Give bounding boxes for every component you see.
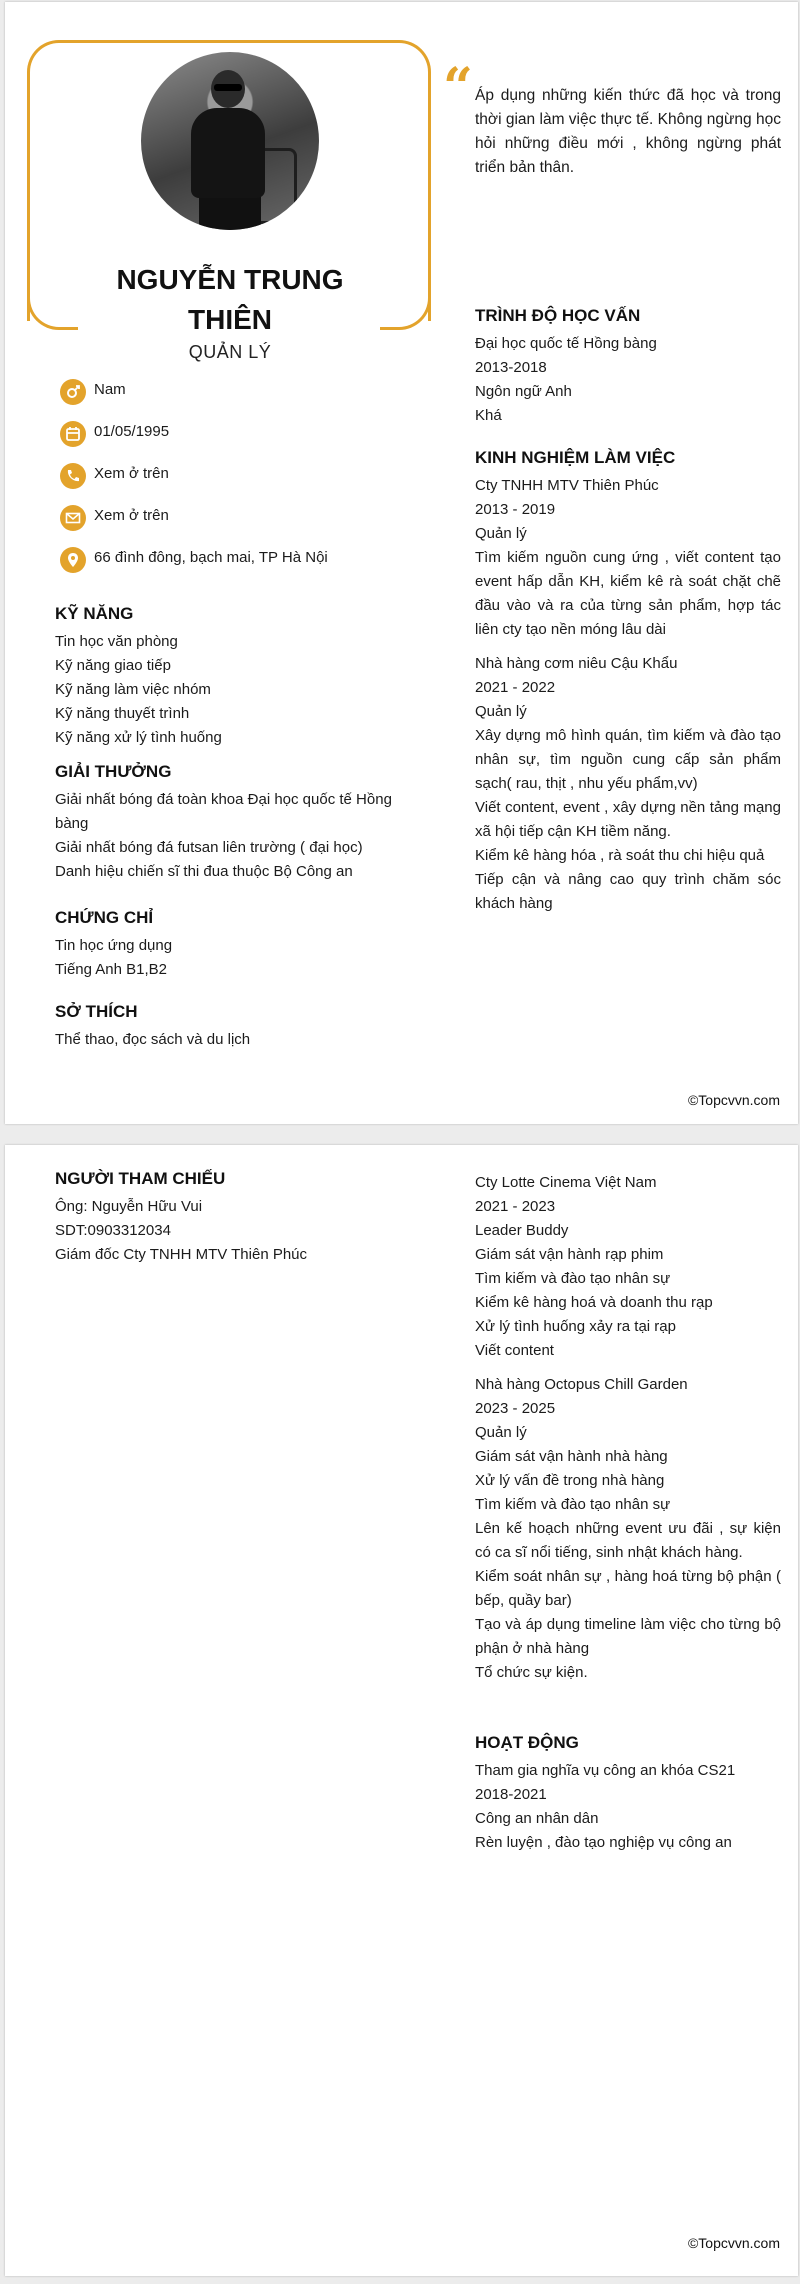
job-position: Leader Buddy — [475, 1222, 569, 1239]
certificates-title: CHỨNG CHỈ — [55, 908, 154, 927]
job-detail: Giám sát vận hành rạp phim — [475, 1246, 664, 1263]
location-icon — [60, 547, 86, 573]
job-detail: Tổ chức sự kiện. — [475, 1664, 588, 1681]
job-detail: Xử lý vấn đề trong nhà hàng — [475, 1472, 665, 1489]
list-item: Ông: Nguyễn Hữu Vui — [55, 1198, 203, 1215]
job-period: 2013 - 2019 — [475, 501, 556, 518]
career-objective: Áp dụng những kiến thức đã học và trong thời gian làm việc thực tế. Không ngừng học hỏi những điều mới , không ngừng phát triển bản thân. — [475, 87, 781, 176]
list-item: 2018-2021 — [475, 1786, 547, 1803]
skills-list — [55, 630, 222, 750]
job-detail: Tìm kiếm nguồn cung ứng , viết content tạo event hấp dẫn KH, kiểm kê rà soát chặt chẽ đầu vào và ra của từng sản phẩm, hợp tác liên cty tạo nền móng lâu dài — [475, 549, 781, 638]
gender-icon — [60, 379, 86, 405]
job-company: Nhà hàng cơm niêu Cậu Khẩu — [475, 655, 678, 672]
candidate-role: QUẢN LÝ — [188, 342, 272, 362]
footer-watermark: ©Topcvvn.com — [687, 2235, 780, 2251]
certificates-list — [55, 934, 172, 982]
job-position: Quản lý — [475, 525, 527, 542]
job-period: 2023 - 2025 — [475, 1400, 556, 1417]
list-item: Kỹ năng làm việc nhóm — [55, 681, 211, 698]
list-item: Giải nhất bóng đá toàn khoa Đại học quốc tế Hồng — [55, 791, 392, 808]
list-item: Rèn luyện , đào tạo nghiệp vụ công an — [475, 1834, 732, 1851]
list-item: Kỹ năng thuyết trình — [55, 705, 190, 722]
list-item: Tin học văn phòng — [55, 633, 178, 650]
footer-watermark: ©Topcvvn.com — [687, 1092, 780, 1108]
awards-title: GIẢI THƯỞNG — [55, 762, 172, 781]
list-item: Danh hiệu chiến sĩ thi đua thuộc Bộ Công an — [55, 863, 353, 880]
avatar — [141, 52, 319, 230]
job-detail: Xử lý tình huống xảy ra tại rạp — [475, 1318, 676, 1335]
list-item: Công an nhân dân — [475, 1810, 599, 1827]
skills-title: KỸ NĂNG — [55, 604, 134, 623]
contact-gender: Nam — [60, 376, 126, 402]
experience-list — [475, 474, 781, 916]
job-detail: Tiếp cận và nâng cao quy trình chăm sóc khách hàng — [475, 871, 781, 912]
education-list: Đại học quốc tế Hồng bàng 2013-2018 Ngôn ngữ Anh Khá — [475, 335, 657, 424]
education-title: TRÌNH ĐỘ HỌC VẤN — [475, 306, 641, 325]
experience-title: KINH NGHIỆM LÀM VIỆC — [475, 448, 676, 467]
job-detail: Xây dựng mô hình quán, tìm kiếm và đào tạo nhân sự, tìm nguồn cung cấp sản phẩm sạch( rau, thịt , nhu yếu phẩm,vv) — [475, 727, 781, 792]
job-detail: Tìm kiếm và đào tạo nhân sự — [475, 1270, 671, 1287]
experience-list-continued — [475, 1171, 781, 1685]
job-company: Nhà hàng Octopus Chill Garden — [475, 1376, 688, 1393]
list-item: Kỹ năng giao tiếp — [55, 657, 171, 674]
activities-list — [475, 1759, 735, 1855]
list-item: Giải nhất bóng đá futsan liên trường ( đại học) — [55, 839, 363, 856]
job-detail: Viết content, event , xây dựng nền tảng mạng xã hội tiếp cận KH tiềm năng. — [475, 799, 781, 840]
job-position: Quản lý — [475, 1424, 527, 1441]
contact-birthday: 01/05/1995 — [60, 418, 169, 444]
awards-list — [55, 788, 392, 884]
cv-page-1 — [5, 2, 798, 1124]
list-item: Tham gia nghĩa vụ công an khóa CS21 — [475, 1762, 736, 1779]
job-company: Cty Lotte Cinema Việt Nam — [475, 1174, 657, 1191]
references-list — [55, 1195, 307, 1267]
cv-page-2 — [5, 1145, 798, 2276]
contact-address: 66 đình đông, bạch mai, TP Hà Nội — [60, 544, 328, 570]
job-detail: Tìm kiếm và đào tạo nhân sự — [475, 1496, 671, 1513]
list-item: Thể thao, đọc sách và du lịch — [55, 1031, 251, 1048]
list-item: bàng — [55, 815, 89, 832]
candidate-name: NGUYỄN TRUNG THIÊN — [116, 264, 344, 335]
list-item: SDT:0903312034 — [55, 1222, 171, 1239]
job-detail: Tạo và áp dụng timeline làm việc cho từng bộ phận ở nhà hàng — [475, 1616, 781, 1657]
hobbies-title: SỞ THÍCH — [55, 1002, 138, 1021]
phone-icon — [60, 463, 86, 489]
list-item: Giám đốc Cty TNHH MTV Thiên Phúc — [55, 1246, 308, 1263]
activities-title: HOẠT ĐỘNG — [475, 1733, 579, 1752]
job-detail: Giám sát vận hành nhà hàng — [475, 1448, 668, 1465]
job-company: Cty TNHH MTV Thiên Phúc — [475, 477, 659, 494]
job-detail: Kiểm soát nhân sự , hàng hoá từng bộ phận ( bếp, quầy bar) — [475, 1568, 781, 1609]
job-period: 2021 - 2022 — [475, 679, 556, 696]
job-detail: Lên kế hoạch những event ưu đãi , sự kiện có ca sĩ nổi tiếng, sinh nhật khách hàng. — [475, 1520, 781, 1561]
job-detail: Kiểm kê hàng hoá và doanh thu rạp — [475, 1294, 713, 1311]
job-period: 2021 - 2023 — [475, 1198, 556, 1215]
email-icon — [60, 505, 86, 531]
quote-icon: “ — [443, 57, 473, 118]
list-item: Kỹ năng xử lý tình huống — [55, 729, 222, 746]
job-position: Quản lý — [475, 703, 527, 720]
references-title: NGƯỜI THAM CHIẾU — [55, 1169, 226, 1188]
hobbies-list — [55, 1028, 250, 1052]
contact-email: Xem ở trên — [60, 502, 169, 528]
calendar-icon — [60, 421, 86, 447]
job-detail: Viết content — [475, 1342, 554, 1359]
list-item: Tin học ứng dụng — [55, 937, 173, 954]
job-detail: Kiểm kê hàng hóa , rà soát thu chi hiệu quả — [475, 847, 765, 864]
contact-phone: Xem ở trên — [60, 460, 169, 486]
list-item: Tiếng Anh B1,B2 — [55, 961, 168, 978]
